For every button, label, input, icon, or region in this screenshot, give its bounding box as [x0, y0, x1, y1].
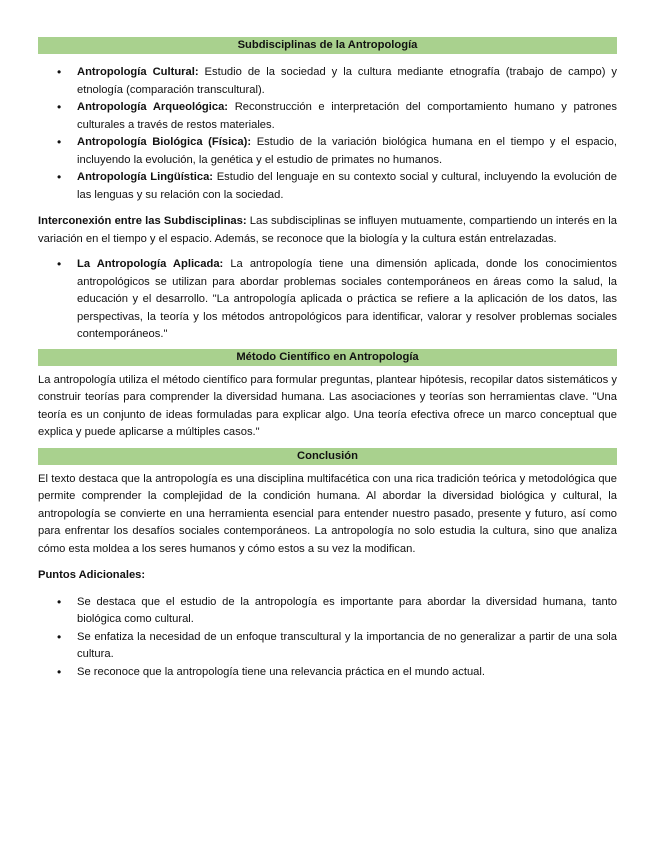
- interconexion-label: Interconexión entre las Subdisciplinas:: [38, 215, 247, 227]
- list-item: [38, 99, 617, 134]
- list-item-text: Estudio de la variación biológica humana en el tiempo y el espacio, incluyendo la evolución, la genética y el estudio de primates no humanos.: [77, 136, 617, 166]
- puntos-list: [38, 594, 617, 682]
- bullet-icon: •: [57, 100, 62, 114]
- section-title-conclusion: Conclusión: [38, 448, 617, 465]
- list-item: [38, 64, 617, 99]
- metodo-paragraph: La antropología utiliza el método científico para formular preguntas, plantear hipótesis, recopilar datos sistemáticos y construir teorías para comprender la diversidad humana. Las asociaciones y teorías son herramientas clave. "Una teoría es un conjunto de ideas formuladas para explicar algo. Una teoría efectiva ofrece un marco conceptual que explica y puede aplicarse a múltiples casos.": [38, 373, 617, 438]
- list-item: [38, 664, 617, 682]
- aplicada-list: [38, 256, 617, 344]
- list-item-text: Estudio del lenguaje en su contexto social y cultural, incluyendo la evolución de las lenguas y su relación con la sociedad.: [77, 171, 617, 201]
- bullet-icon: •: [57, 257, 62, 271]
- conclusion-paragraph: El texto destaca que la antropología es una disciplina multifacética con una rica tradición teórica y metodológica que permite comprender la complejidad de la condición humana. Al abordar la diversidad biológica y cultural, la antropología se convierte en una herramienta esencial para entender nuestro pasado, presente y futuro, así como para enfrentar los desafíos sociales contemporáneos. La antropología no solo estudia la cultura, sino que analiza cómo esta moldea a los seres humanos y cómo estos a su vez la modifican.: [38, 472, 617, 555]
- list-item-text: Estudio de la sociedad y la cultura mediante etnografía (trabajo de campo) y etnología (comparación transcultural).: [77, 66, 617, 96]
- list-item: [38, 169, 617, 204]
- interconexion-paragraph: [38, 213, 617, 248]
- list-item-term: Antropología Biológica (Física):: [77, 136, 252, 148]
- puntos-adicionales-label: Puntos Adicionales:: [38, 569, 146, 581]
- list-item-text: La antropología tiene una dimensión aplicada, donde los conocimientos antropológicos se utilizan para abordar problemas sociales contemporáneos en áreas como la salud, la educación y el desarrollo. "La antropología aplicada o práctica se refiere a la aplicación de los datos, las perspectivas, la teoría y los métodos antropológicos para identificar, valorar y resolver problemas sociales contemporáneos.": [77, 258, 617, 340]
- bullet-icon: •: [57, 594, 62, 609]
- list-item: [38, 256, 617, 344]
- bullet-icon: •: [57, 65, 62, 79]
- list-item-term: Antropología Lingüística:: [77, 171, 214, 183]
- section-title-metodo: Método Científico en Antropología: [38, 349, 617, 366]
- list-item-text: Se reconoce que la antropología tiene una relevancia práctica en el mundo actual.: [77, 665, 485, 678]
- list-item-term: Antropología Arqueológica:: [77, 101, 229, 113]
- bullet-icon: •: [57, 170, 62, 184]
- list-item-text: Se destaca que el estudio de la antropología es importante para abordar la diversidad humana, tanto biológica como cultural.: [77, 595, 617, 625]
- list-item: [38, 594, 617, 629]
- subdisciplinas-list: [38, 64, 617, 204]
- list-item-text: Se enfatiza la necesidad de un enfoque transcultural y la importancia de no generalizar a partir de una sola cultura.: [77, 630, 617, 660]
- document-page: [38, 37, 617, 681]
- interconexion-text: Las subdisciplinas se influyen mutuamente, compartiendo un interés en la variación en el tiempo y el espacio. Además, se reconoce que la biología y la cultura están entrelazadas.: [38, 215, 618, 245]
- list-item: [38, 134, 617, 169]
- list-item-term: Antropología Cultural:: [77, 66, 199, 78]
- list-item-text: Reconstrucción e interpretación del comportamiento humano y patrones culturales a través de restos materiales.: [77, 101, 617, 131]
- section-title-subdisciplinas: Subdisciplinas de la Antropología: [38, 37, 617, 54]
- bullet-icon: •: [57, 629, 62, 644]
- list-item: [38, 629, 617, 664]
- list-item-term: La Antropología Aplicada:: [77, 258, 224, 270]
- bullet-icon: •: [57, 664, 62, 679]
- bullet-icon: •: [57, 135, 62, 149]
